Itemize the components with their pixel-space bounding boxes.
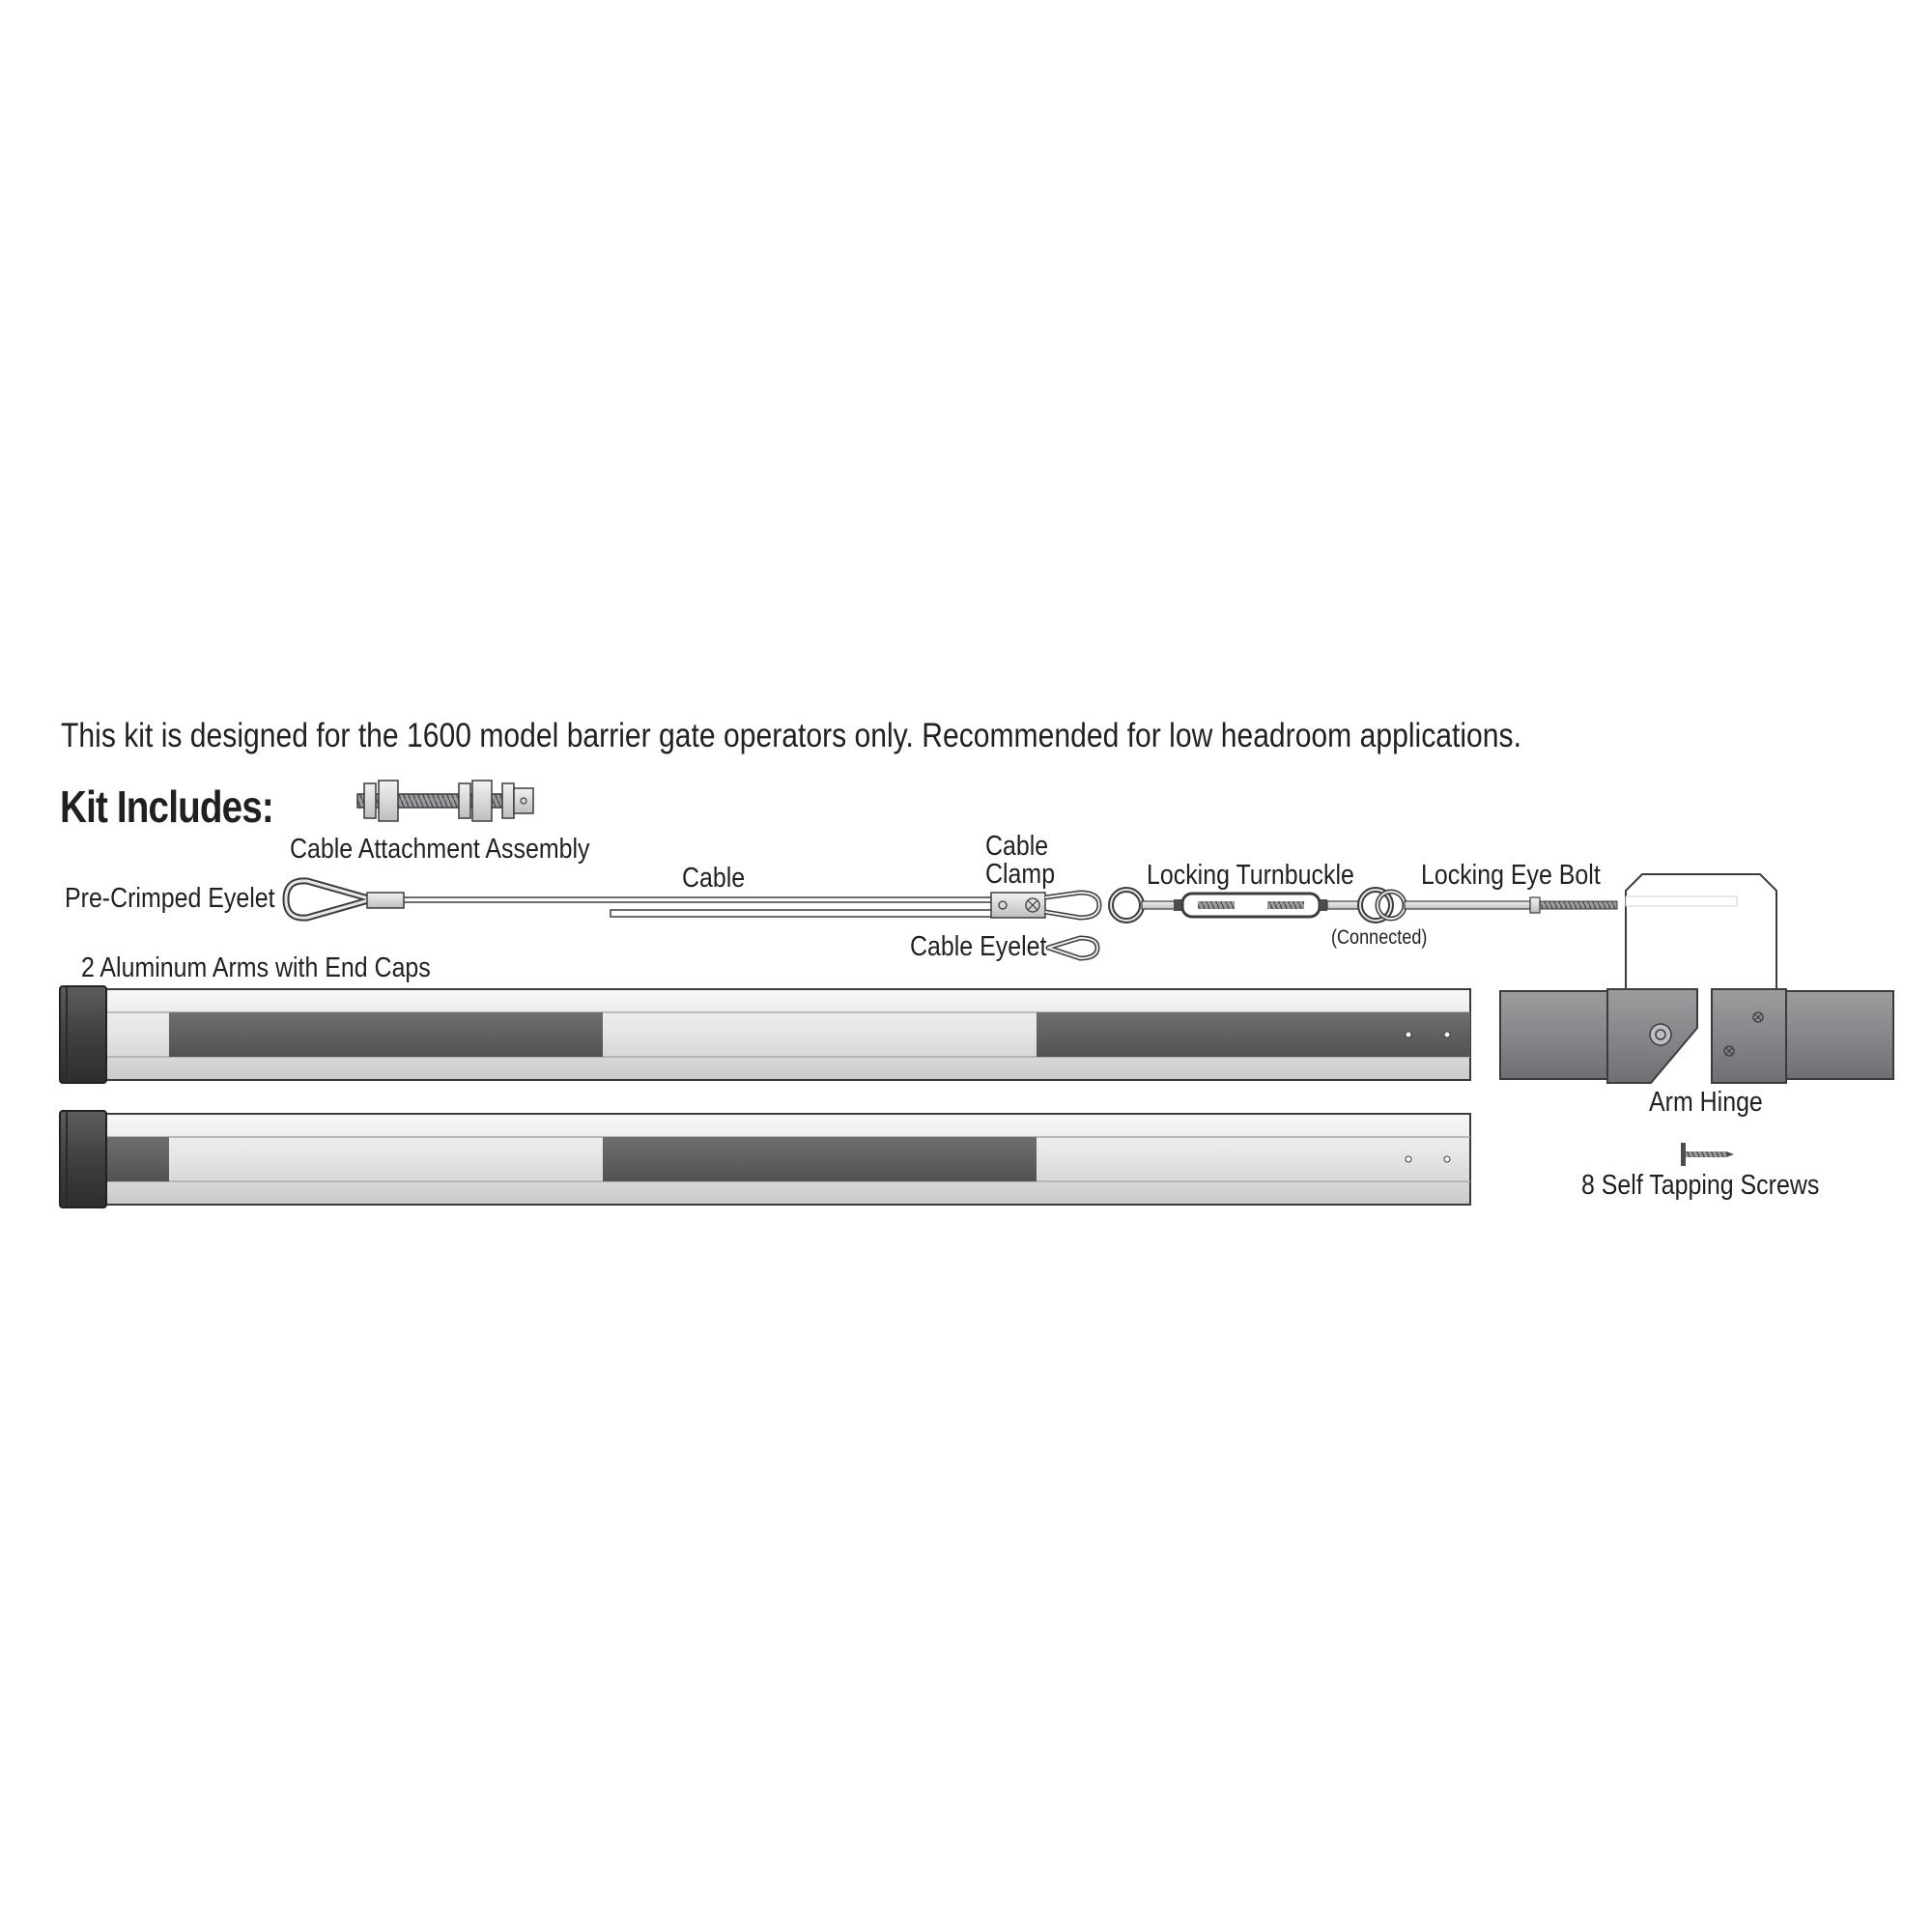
cable-eyelet-label: Cable Eyelet [910, 931, 1047, 962]
kit-includes-heading: Kit Includes: [60, 781, 273, 832]
cable-clamp-label-line1: Cable [985, 831, 1049, 862]
locking-turnbuckle-label: Locking Turnbuckle [1147, 860, 1354, 891]
connected-label: (Connected) [1331, 926, 1428, 949]
cable-attachment-assembly-label: Cable Attachment Assembly [290, 834, 590, 865]
intro-text: This kit is designed for the 1600 model barrier gate operators only. Recommended for low headroom applications. [61, 717, 1521, 754]
cable-eyelet [1048, 938, 1097, 958]
locking-eye-bolt [1378, 892, 1617, 919]
cable-clamp [991, 893, 1099, 918]
pre-crimped-eyelet [286, 881, 404, 918]
locking-eye-bolt-label: Locking Eye Bolt [1421, 860, 1601, 891]
aluminum-arm-2 [60, 1111, 1470, 1208]
cable-attachment-assembly [357, 781, 533, 821]
aluminum-arms-label: 2 Aluminum Arms with End Caps [81, 952, 431, 983]
pre-crimped-eyelet-label: Pre-Crimped Eyelet [65, 883, 275, 914]
locking-turnbuckle [1111, 890, 1391, 921]
cable-label: Cable [682, 863, 746, 894]
self-tapping-screws-label: 8 Self Tapping Screws [1581, 1170, 1820, 1201]
arm-hinge-label: Arm Hinge [1649, 1087, 1763, 1118]
cable-clamp-label-line2: Clamp [985, 859, 1056, 890]
self-tapping-screw [1681, 1143, 1734, 1166]
cable [404, 897, 997, 917]
aluminum-arm-1 [60, 986, 1470, 1083]
